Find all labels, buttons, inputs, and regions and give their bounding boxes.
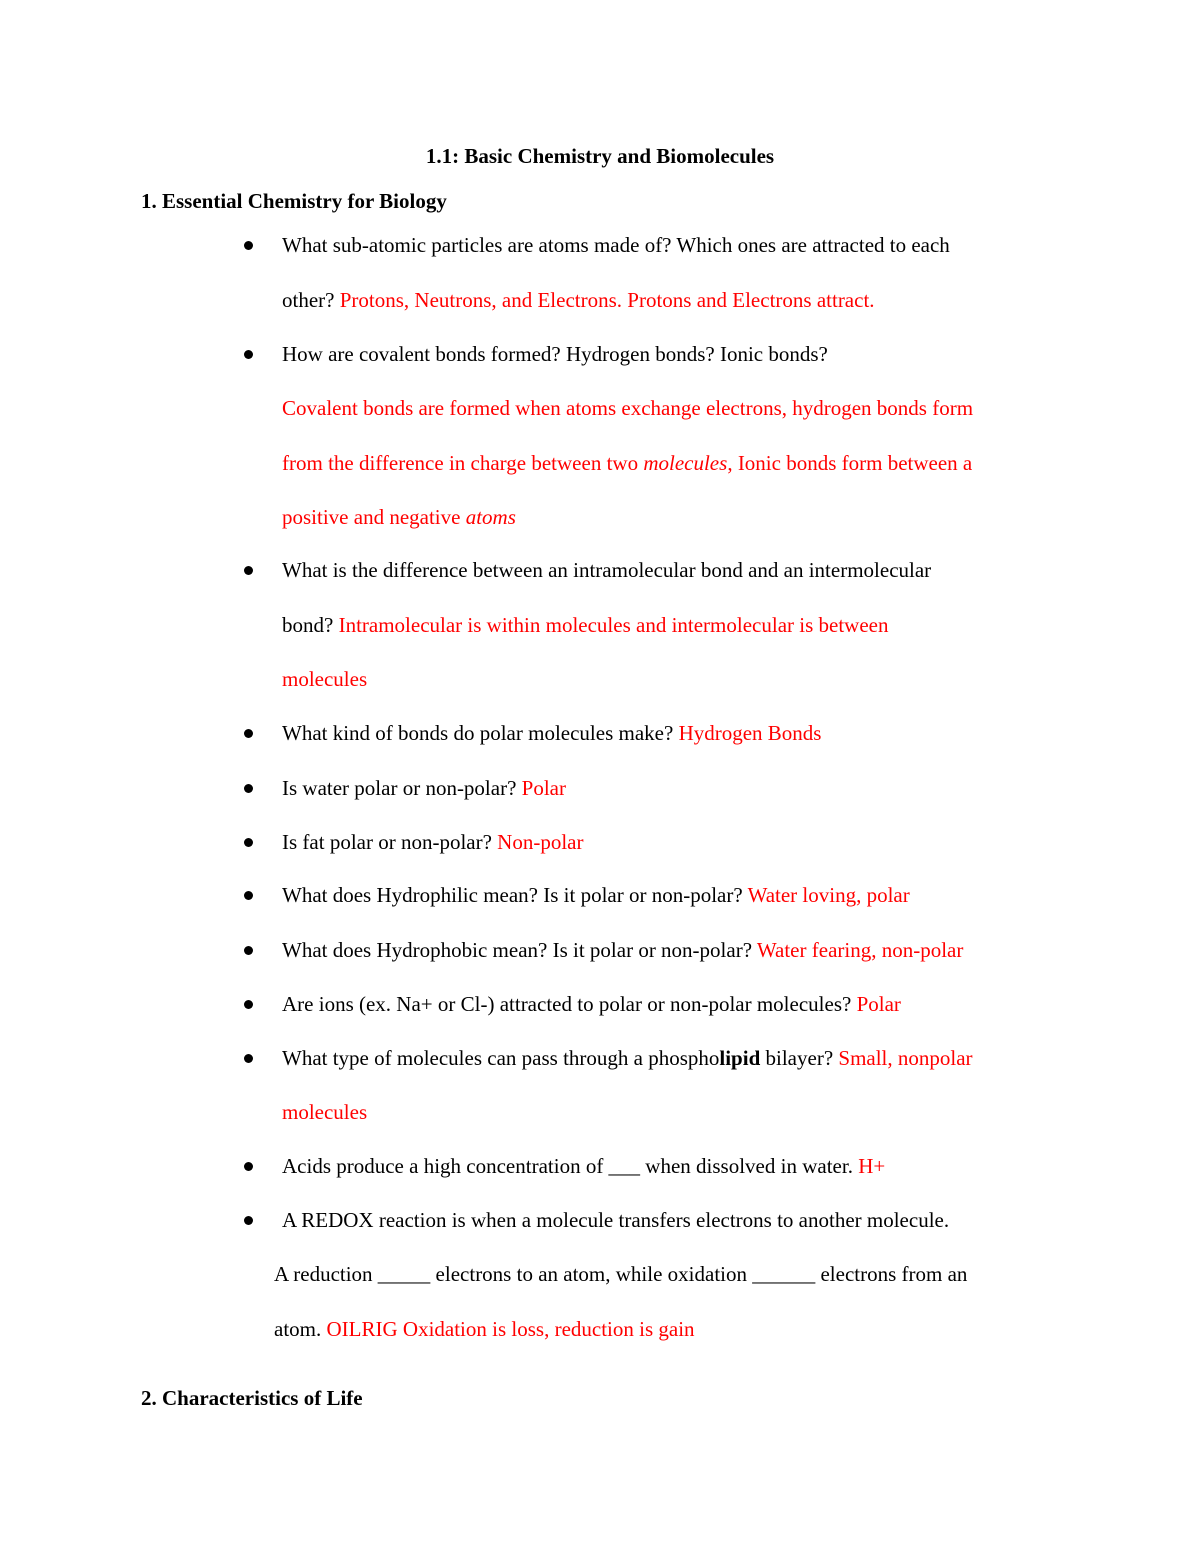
question-line: [282, 1150, 885, 1182]
answer-line: molecules: [282, 1100, 368, 1124]
answer-line: molecules: [282, 667, 368, 691]
question-line: [282, 609, 888, 641]
question-line: [282, 717, 821, 749]
answer-italic: atoms: [465, 505, 516, 529]
question-text: bilayer?: [760, 1046, 839, 1070]
answer-text: Non-polar: [497, 830, 584, 854]
answer-line: Covalent bonds are formed when atoms exchange electrons, hydrogen bonds form: [282, 396, 974, 420]
bullet-icon: [244, 729, 253, 738]
bullet-icon: [244, 350, 253, 359]
question-line: A REDOX reaction is when a molecule transfers electrons to another molecule.: [282, 1208, 950, 1232]
answer-text: OILRIG Oxidation is loss, reduction is gain: [326, 1317, 695, 1341]
answer-text: , Ionic bonds form between a: [727, 451, 973, 475]
section-heading-essential-chemistry: 1. Essential Chemistry for Biology: [141, 189, 447, 213]
section-heading-characteristics-of-life: 2. Characteristics of Life: [141, 1386, 363, 1410]
question-line: [282, 934, 963, 966]
question-line: How are covalent bonds formed? Hydrogen bonds? Ionic bonds?: [282, 342, 828, 366]
question-bold: lipid: [719, 1046, 761, 1070]
bullet-icon: [244, 1216, 253, 1225]
answer-text: Polar: [856, 992, 901, 1016]
bullet-icon: [244, 838, 253, 847]
question-text: Is water polar or non-polar?: [282, 776, 522, 800]
question-line: [282, 1042, 973, 1074]
bullet-icon: [244, 946, 253, 955]
question-text: What does Hydrophobic mean? Is it polar or non-polar?: [282, 938, 757, 962]
answer-text: positive and negative: [282, 505, 466, 529]
bullet-icon: [244, 566, 253, 575]
answer-text: H+: [858, 1154, 886, 1178]
question-line: [282, 988, 901, 1020]
answer-line: [282, 447, 972, 479]
question-text: What type of molecules can pass through a phospho: [282, 1046, 720, 1070]
answer-italic: molecules: [643, 451, 728, 475]
question-line: What is the difference between an intramolecular bond and an intermolecular: [282, 558, 932, 582]
question-line: What sub-atomic particles are atoms made of? Which ones are attracted to each: [282, 233, 950, 257]
bullet-icon: [244, 1000, 253, 1009]
question-text: Is fat polar or non-polar?: [282, 830, 498, 854]
question-text: What kind of bonds do polar molecules make?: [282, 721, 679, 745]
question-line: [282, 826, 583, 858]
bullet-icon: [244, 241, 253, 250]
bullet-icon: [244, 784, 253, 793]
question-line: [282, 284, 875, 316]
question-line: [282, 772, 566, 804]
bullet-icon: [244, 891, 253, 900]
question-line: A reduction _____ electrons to an atom, while oxidation ______ electrons from an: [274, 1262, 968, 1286]
answer-text: Intramolecular is within molecules and intermolecular is between: [338, 613, 889, 637]
answer-text: Small, nonpolar: [838, 1046, 973, 1070]
bullet-icon: [244, 1162, 253, 1171]
answer-text: Hydrogen Bonds: [678, 721, 822, 745]
question-text: What does Hydrophilic mean? Is it polar or non-polar?: [282, 883, 748, 907]
answer-text: from the difference in charge between two: [282, 451, 644, 475]
answer-line: [282, 501, 516, 533]
question-text: Acids produce a high concentration of ___ when dissolved in water.: [282, 1154, 859, 1178]
answer-text: Protons, Neutrons, and Electrons. Protons and Electrons attract.: [339, 288, 875, 312]
question-text: atom.: [274, 1317, 327, 1341]
answer-text: Water loving, polar: [747, 883, 910, 907]
question-text: bond?: [282, 613, 339, 637]
bullet-icon: [244, 1054, 253, 1063]
answer-text: Water fearing, non-polar: [756, 938, 964, 962]
question-text: Are ions (ex. Na+ or Cl-) attracted to polar or non-polar molecules?: [282, 992, 857, 1016]
question-line: [282, 879, 910, 911]
question-text: other?: [282, 288, 340, 312]
page-title: 1.1: Basic Chemistry and Biomolecules: [425, 144, 775, 168]
answer-text: Polar: [521, 776, 566, 800]
question-line: [274, 1313, 695, 1345]
